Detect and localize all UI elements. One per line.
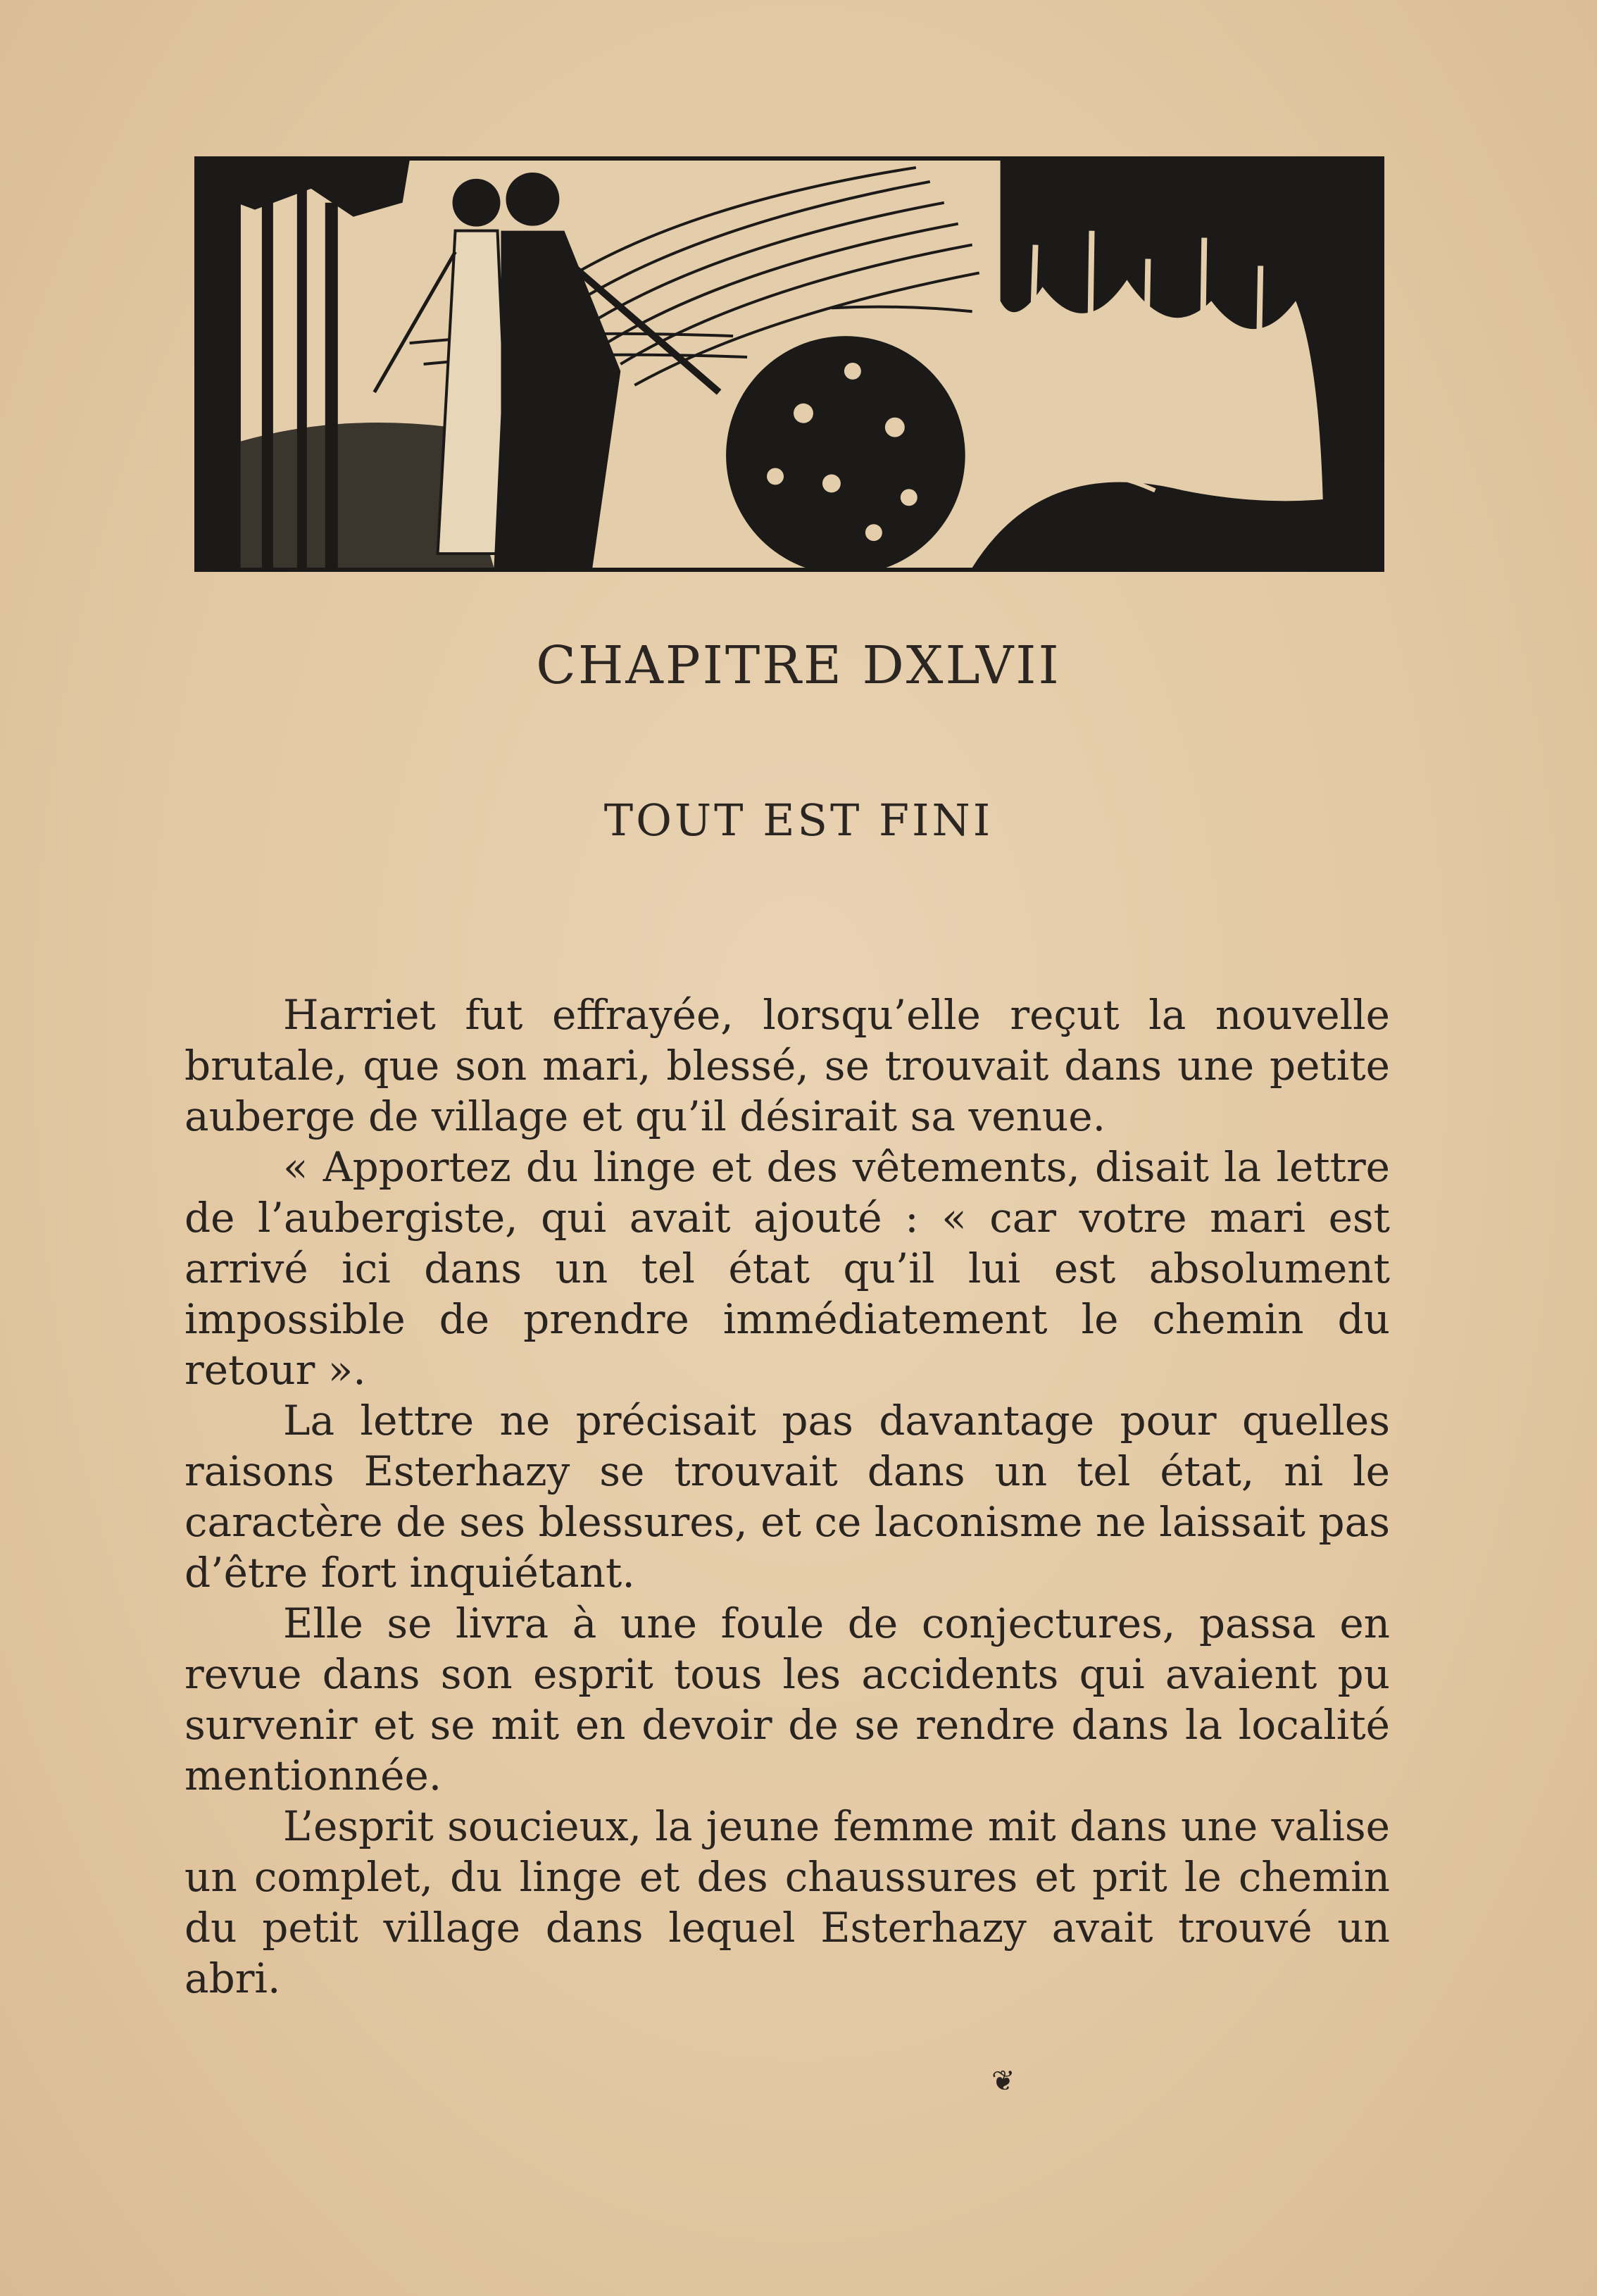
chapter-title: TOUT EST FINI — [603, 794, 994, 846]
paragraph: L’esprit soucieux, la jeune femme mit dans une valise un complet, du linge et des chaussures et prit le chemin du petit village dans lequel Esterhazy avait trouvé un abri. — [184, 1802, 1390, 2002]
couple-landscape-engraving-icon — [199, 161, 1380, 568]
paragraph: La lettre ne précisait pas davantage pour quelles raisons Esterhazy se trouvait dans un tel état, ni le caractère de ses blessures, et ce laconisme ne laissait pas d’être fort inquiétant. — [184, 1397, 1390, 1597]
fleuron-icon: ❦ — [991, 2065, 1015, 2097]
body-text — [184, 990, 1390, 2004]
paragraph: « Apportez du linge et des vêtements, disait la lettre de l’aubergiste, qui avait ajouté : « car votre mari est arrivé ici dans un tel état qu’il lui est absolument impossible de prendre immédiatement le chemin du retour ». — [184, 1143, 1390, 1394]
paragraph: Harriet fut effrayée, lorsqu’elle reçut la nouvelle brutale, que son mari, blessé, se trouvait dans une petite auberge de village et qu’il désirait sa venue. — [184, 991, 1390, 1140]
chapter-vignette-illustration — [194, 156, 1384, 572]
paragraph: Elle se livra à une foule de conjectures, passa en revue dans son esprit tous les accidents qui avaient pu survenir et se mit en devoir de se rendre dans la localité mentionnée. — [184, 1599, 1390, 1799]
chapter-heading: CHAPITRE DXLVII — [536, 635, 1061, 696]
